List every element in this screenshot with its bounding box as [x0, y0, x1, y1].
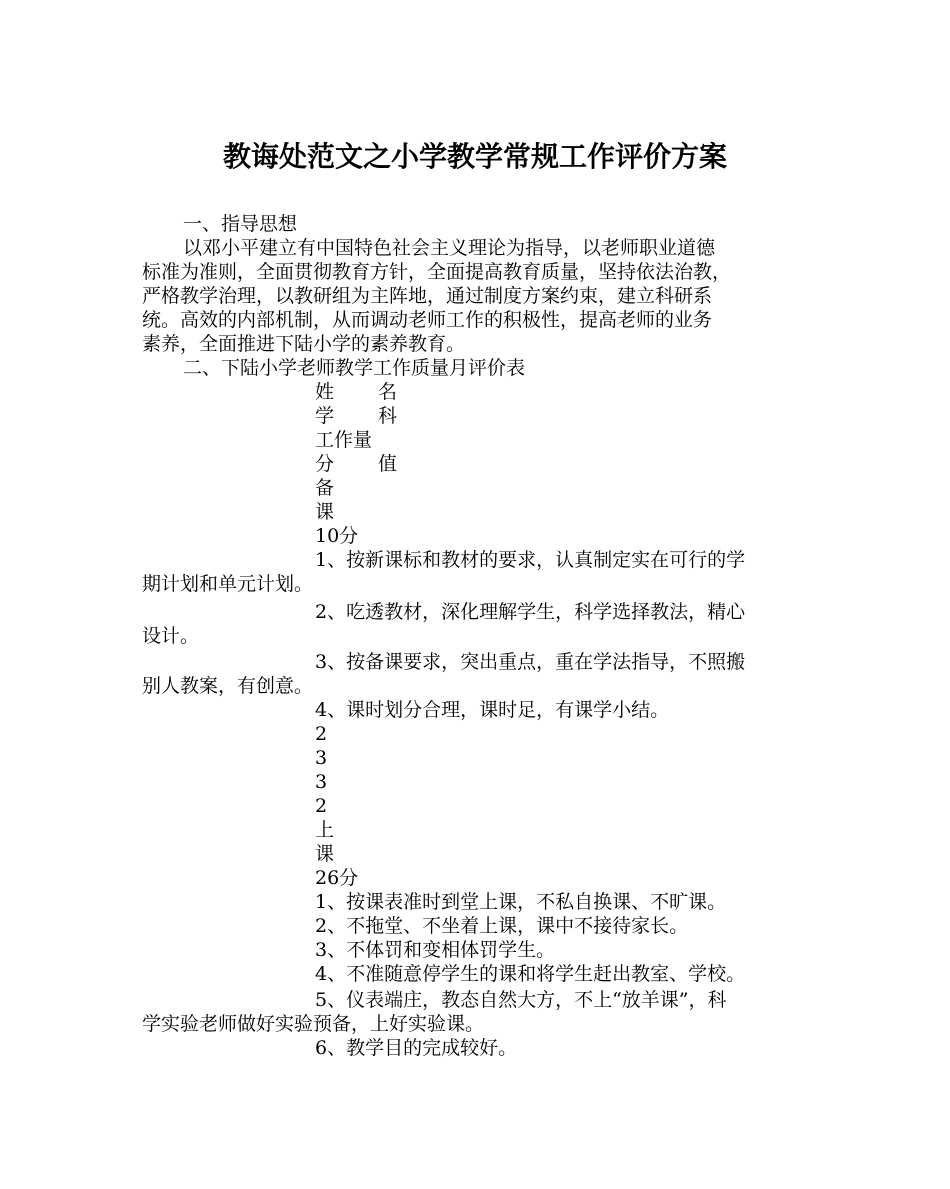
cell-class-char-2: 课	[315, 843, 335, 865]
class-item-2: 2、不拖堂、不坐着上课，课中不接待家长。	[315, 915, 689, 937]
prep-score-1: 2	[315, 723, 328, 745]
section-heading-guiding-thought: 一、指导思想	[183, 213, 298, 235]
class-item-5-cont: 学实验老师做好实验预备，上好实验课。	[142, 1013, 485, 1035]
cell-prep-char-2: 课	[315, 501, 335, 523]
cell-prep-points: 10分	[315, 525, 359, 547]
cell-class-points: 26分	[315, 867, 359, 889]
prep-item-3-cont: 别人教案，有创意。	[142, 675, 314, 697]
prep-item-2-cont: 设计。	[142, 625, 200, 647]
paragraph-line: 统。高效的内部机制，从而调动老师工作的积极性，提高老师的业务	[142, 309, 713, 331]
prep-item-1-cont: 期计划和单元计划。	[142, 573, 314, 595]
paragraph-line: 标准为准则，全面贯彻教育方针，全面提高教育质量，坚持依法治教，	[142, 261, 732, 283]
prep-item-3: 3、按备课要求，突出重点，重在学法指导，不照搬	[315, 651, 746, 673]
cell-class-char-1: 上	[315, 819, 335, 841]
cell-name: 姓 名	[315, 381, 398, 403]
cell-workload: 工作量	[315, 429, 373, 451]
class-item-3: 3、不体罚和变相体罚学生。	[315, 939, 556, 961]
class-item-1: 1、按课表准时到堂上课，不私自换课、不旷课。	[315, 891, 727, 913]
prep-item-2: 2、吃透教材，深化理解学生，科学选择教法，精心	[315, 601, 746, 623]
paragraph-line: 素养，全面推进下陆小学的素养教育。	[142, 333, 466, 355]
prep-score-4: 2	[315, 795, 328, 817]
prep-score-3: 3	[315, 771, 328, 793]
cell-score: 分 值	[315, 453, 398, 475]
class-item-5: 5、仪表端庄，教态自然大方，不上“放羊课”，科	[315, 989, 727, 1011]
prep-item-4: 4、课时划分合理，课时足，有课学小结。	[315, 699, 670, 721]
section-heading-evaluation-table: 二、下陆小学老师教学工作质量月评价表	[183, 357, 526, 379]
class-item-6: 6、教学目的完成较好。	[315, 1037, 518, 1059]
cell-prep-char-1: 备	[315, 477, 335, 499]
class-item-4: 4、不准随意停学生的课和将学生赶出教室、学校。	[315, 963, 746, 985]
prep-score-2: 3	[315, 747, 328, 769]
paragraph-line: 以邓小平建立有中国特色社会主义理论为指导，以老师职业道德	[183, 237, 716, 259]
cell-subject: 学 科	[315, 405, 398, 427]
document-title: 教诲处范文之小学教学常规工作评价方案	[222, 140, 727, 173]
paragraph-line: 严格教学治理，以教研组为主阵地，通过制度方案约束，建立科研系	[142, 285, 713, 307]
prep-item-1: 1、按新课标和教材的要求，认真制定实在可行的学	[315, 549, 746, 571]
